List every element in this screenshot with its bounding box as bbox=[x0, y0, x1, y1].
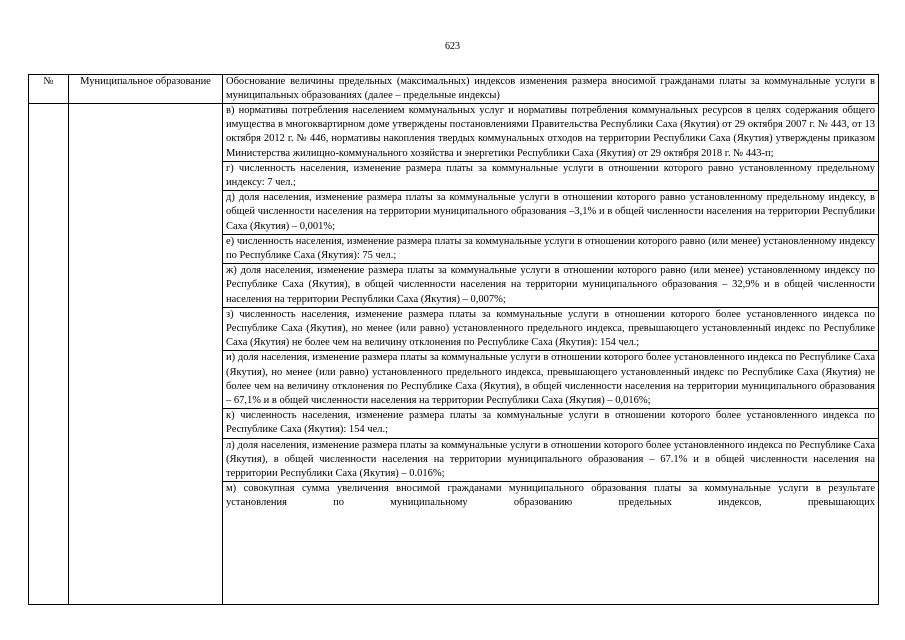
paragraph-k: к) численность населения, изменение размера платы за коммунальные услуги в отношении которого более установленного индекса по Республике Саха (Якутия): 154 чел.; bbox=[223, 409, 878, 438]
paragraph-e: е) численность населения, изменение размера платы за коммунальные услуги в отношении которого равно (или менее) установленному индексу по Республике Саха (Якутия): 75 чел.; bbox=[223, 235, 878, 264]
cell-number bbox=[29, 104, 69, 605]
paragraph-zh: ж) доля населения, изменение размера платы за коммунальные услуги в отношении которого равно (или менее) установленному индексу по Республике Саха (Якутия), в общей численности населения на территории муниципального образования – 32,9% и в общей численности населения на территории Республики Саха (Якутия) – 0,007%; bbox=[223, 264, 878, 308]
page-number: 623 bbox=[445, 41, 460, 52]
header-municipality: Муниципальное образование bbox=[69, 75, 223, 104]
paragraph-i: и) доля населения, изменение размера платы за коммунальные услуги в отношении которого более установленного индекса по Республике Саха (Якутия), но менее (или равно) установленного предельного индекса, превышающего установленный индекс по Республике Саха (Якутия) не более чем на величину отклонения по Республике Саха (Якутия), в общей численности населения на территории муниципального образования – 67,1% и в общей численности населения на территории Республики Саха (Якутия) – 0,016%; bbox=[223, 351, 878, 409]
cell-municipality bbox=[69, 104, 223, 605]
justification-table bbox=[28, 74, 879, 605]
header-number: № bbox=[29, 75, 69, 104]
paragraph-d: д) доля населения, изменение размера платы за коммунальные услуги в отношении которого равно установленному предельному индексу, в общей численности населения на территории муниципального образования –3,1% и в общей численности населения на территории Республики Саха (Якутия) – 0,001%; bbox=[223, 191, 878, 235]
paragraph-l: л) доля населения, изменение размера платы за коммунальные услуги в отношении которого более установленного индекса по Республике Саха (Якутия), в общей численности населения на территории муниципального образования – 67.1% и в общей численности населения на территории Республики Саха (Якутия) – 0.016%; bbox=[223, 439, 878, 483]
table-header-row bbox=[29, 75, 879, 104]
cell-justification bbox=[223, 104, 879, 605]
table-row bbox=[29, 104, 879, 605]
header-justification: Обоснование величины предельных (максимальных) индексов изменения размера вносимой гражданами платы за коммунальные услуги в муниципальных образованиях (далее – предельные индексы) bbox=[223, 75, 879, 104]
paragraph-g: г) численность населения, изменение размера платы за коммунальные услуги в отношении которого равно установленному предельному индексу: 7 чел.; bbox=[223, 162, 878, 191]
paragraph-v: в) нормативы потребления населением коммунальных услуг и нормативы потребления коммунальных ресурсов в целях содержания общего имущества в многоквартирном доме утверждены постановлениями Правительства Республики Саха (Якутия) от 29 октября 2007 г. № 443, от 13 октября 2012 г. № 446, нормативы накопления твердых коммунальных отходов на территории Республики Саха (Якутия) утверждены приказом Министерства жилищно-коммунального хозяйства и энергетики Республики Саха (Якутия) от 29 октября 2018 г. № 443-п; bbox=[223, 104, 878, 162]
paragraph-z: з) численность населения, изменение размера платы за коммунальные услуги в отношении которого более установленного индекса по Республике Саха (Якутия), но менее (или равно) установленного предельного индекса, превышающего установленный индекс по Республике Саха (Якутия) не более чем на величину отклонения по Республике Саха (Якутия): 154 чел.; bbox=[223, 308, 878, 352]
paragraph-m: м) совокупная сумма увеличения вносимой гражданами муниципального образования платы за коммунальные услуги в результате установления по муниципальному образованию предельных индексов, превышающих bbox=[226, 483, 875, 509]
